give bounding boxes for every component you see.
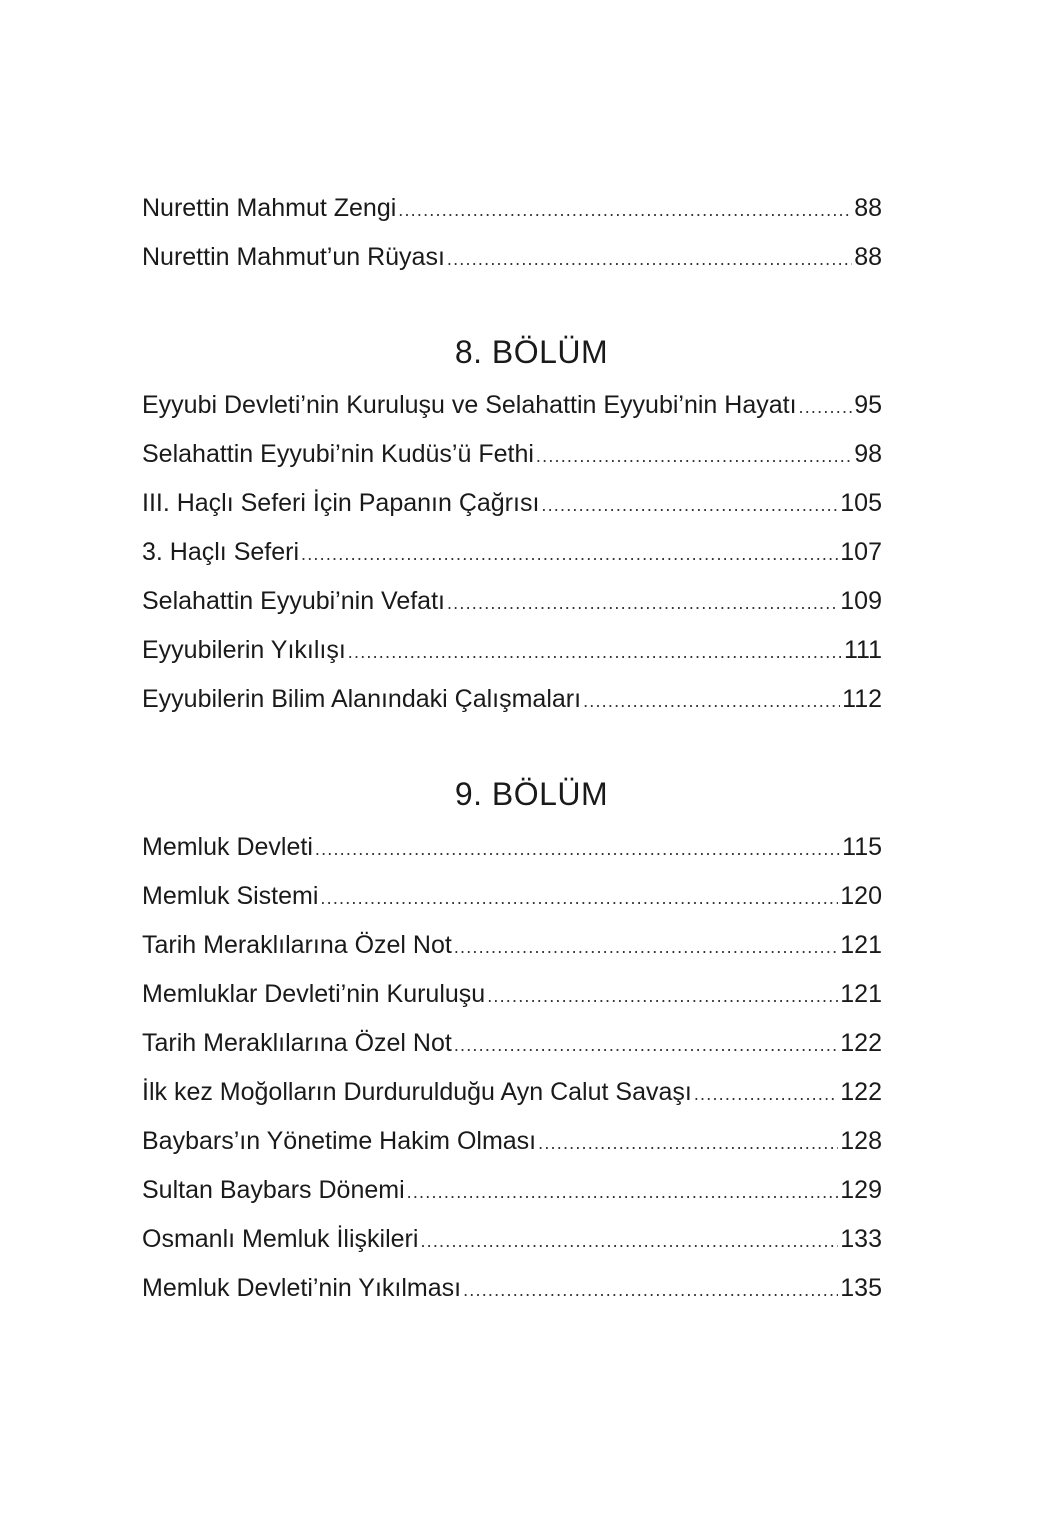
dot-leader	[447, 579, 838, 628]
toc-entry-title: İlk kez Moğolların Durdurulduğu Ayn Calut Savaşı	[142, 1078, 692, 1106]
dot-leader	[538, 1119, 838, 1168]
dot-leader	[583, 677, 840, 726]
toc-entry-title: Eyyubi Devleti’nin Kuruluşu ve Selahattin Eyyubi’nin Hayatı	[142, 391, 797, 419]
toc-entry-page: 122	[840, 1029, 882, 1057]
toc-entry-page: 128	[840, 1127, 882, 1155]
toc-entry-page: 111	[843, 636, 882, 664]
toc-entry-title: Selahattin Eyyubi’nin Vefatı	[142, 587, 445, 615]
dot-leader	[454, 1021, 838, 1070]
toc-entry-page: 88	[854, 243, 882, 271]
toc-entry-page: 107	[840, 538, 882, 566]
toc-entry[interactable]	[142, 872, 882, 921]
toc-entry-title: Memluk Devleti	[142, 833, 313, 861]
toc-entry-page: 129	[840, 1176, 882, 1204]
toc-entry[interactable]	[142, 233, 882, 282]
toc-entry-title: 3. Haçlı Seferi	[142, 538, 300, 566]
toc-entry-page: 98	[854, 440, 882, 468]
toc-entry[interactable]	[142, 823, 882, 872]
toc-entry-page: 115	[842, 833, 882, 861]
toc-entry-page: 112	[842, 685, 882, 713]
toc-entry[interactable]	[142, 184, 882, 233]
toc-entry[interactable]	[142, 1166, 882, 1215]
dot-leader	[320, 874, 838, 923]
dot-leader	[407, 1168, 839, 1217]
toc-entry-title: Selahattin Eyyubi’nin Kudüs’ü Fethi	[142, 440, 534, 468]
toc-entry-title: Memluklar Devleti’nin Kuruluşu	[142, 980, 486, 1008]
toc-entry-title: Eyyubilerin Bilim Alanındaki Çalışmaları	[142, 685, 582, 713]
toc-section-top	[142, 184, 882, 282]
dot-leader	[694, 1070, 838, 1119]
toc-entry[interactable]	[142, 970, 882, 1019]
toc-section-chapter-9	[142, 823, 882, 1313]
toc-entry[interactable]	[142, 528, 882, 577]
chapter-heading: 8. BÖLÜM	[454, 334, 609, 370]
toc-entry-page: 88	[854, 194, 882, 222]
dot-leader	[454, 923, 838, 972]
toc-entry-page: 120	[840, 882, 882, 910]
dot-leader	[487, 972, 838, 1021]
dot-leader	[541, 481, 838, 530]
toc-entry[interactable]	[142, 381, 882, 430]
toc-entry-page: 133	[840, 1225, 882, 1253]
toc-entry-title: Nurettin Mahmut’un Rüyası	[142, 243, 445, 271]
dot-leader	[315, 825, 840, 874]
toc-entry[interactable]	[142, 430, 882, 479]
toc-entry-page: 109	[840, 587, 882, 615]
toc-entry-title: III. Haçlı Seferi İçin Papanın Çağrısı	[142, 489, 540, 517]
toc-entry[interactable]	[142, 921, 882, 970]
toc-entry[interactable]	[142, 675, 882, 724]
toc-entry-page: 95	[854, 391, 882, 419]
toc-entry-page: 105	[840, 489, 882, 517]
dot-leader	[348, 628, 842, 677]
toc-entry-title: Nurettin Mahmut Zengi	[142, 194, 397, 222]
toc-entry-page: 121	[840, 931, 882, 959]
toc-entry-title: Osmanlı Memluk İlişkileri	[142, 1225, 419, 1253]
toc-entry-page: 122	[840, 1078, 882, 1106]
toc-entry-title: Tarih Meraklılarına Özel Not	[142, 1029, 452, 1057]
toc-entry-title: Memluk Sistemi	[142, 882, 319, 910]
toc-entry[interactable]	[142, 1264, 882, 1313]
toc-entry-title: Sultan Baybars Dönemi	[142, 1176, 405, 1204]
toc-entry-title: Baybars’ın Yönetime Hakim Olması	[142, 1127, 537, 1155]
dot-leader	[301, 530, 838, 579]
toc-entry-title: Tarih Meraklılarına Özel Not	[142, 931, 452, 959]
toc-entry[interactable]	[142, 479, 882, 528]
toc-entry-page: 121	[840, 980, 882, 1008]
dot-leader	[398, 186, 852, 235]
toc-entry[interactable]	[142, 626, 882, 675]
toc-section-chapter-8	[142, 381, 882, 724]
dot-leader	[799, 383, 853, 432]
toc-entry[interactable]	[142, 1019, 882, 1068]
toc-entry-title: Memluk Devleti’nin Yıkılması	[142, 1274, 462, 1302]
toc-entry[interactable]	[142, 1117, 882, 1166]
dot-leader	[463, 1266, 838, 1315]
toc-entry[interactable]	[142, 1068, 882, 1117]
toc-entry[interactable]	[142, 577, 882, 626]
dot-leader	[536, 432, 852, 481]
toc-entry-title: Eyyubilerin Yıkılışı	[142, 636, 346, 664]
chapter-heading: 9. BÖLÜM	[454, 776, 609, 812]
dot-leader	[420, 1217, 838, 1266]
toc-entry[interactable]	[142, 1215, 882, 1264]
dot-leader	[447, 235, 852, 284]
toc-entry-page: 135	[840, 1274, 882, 1302]
